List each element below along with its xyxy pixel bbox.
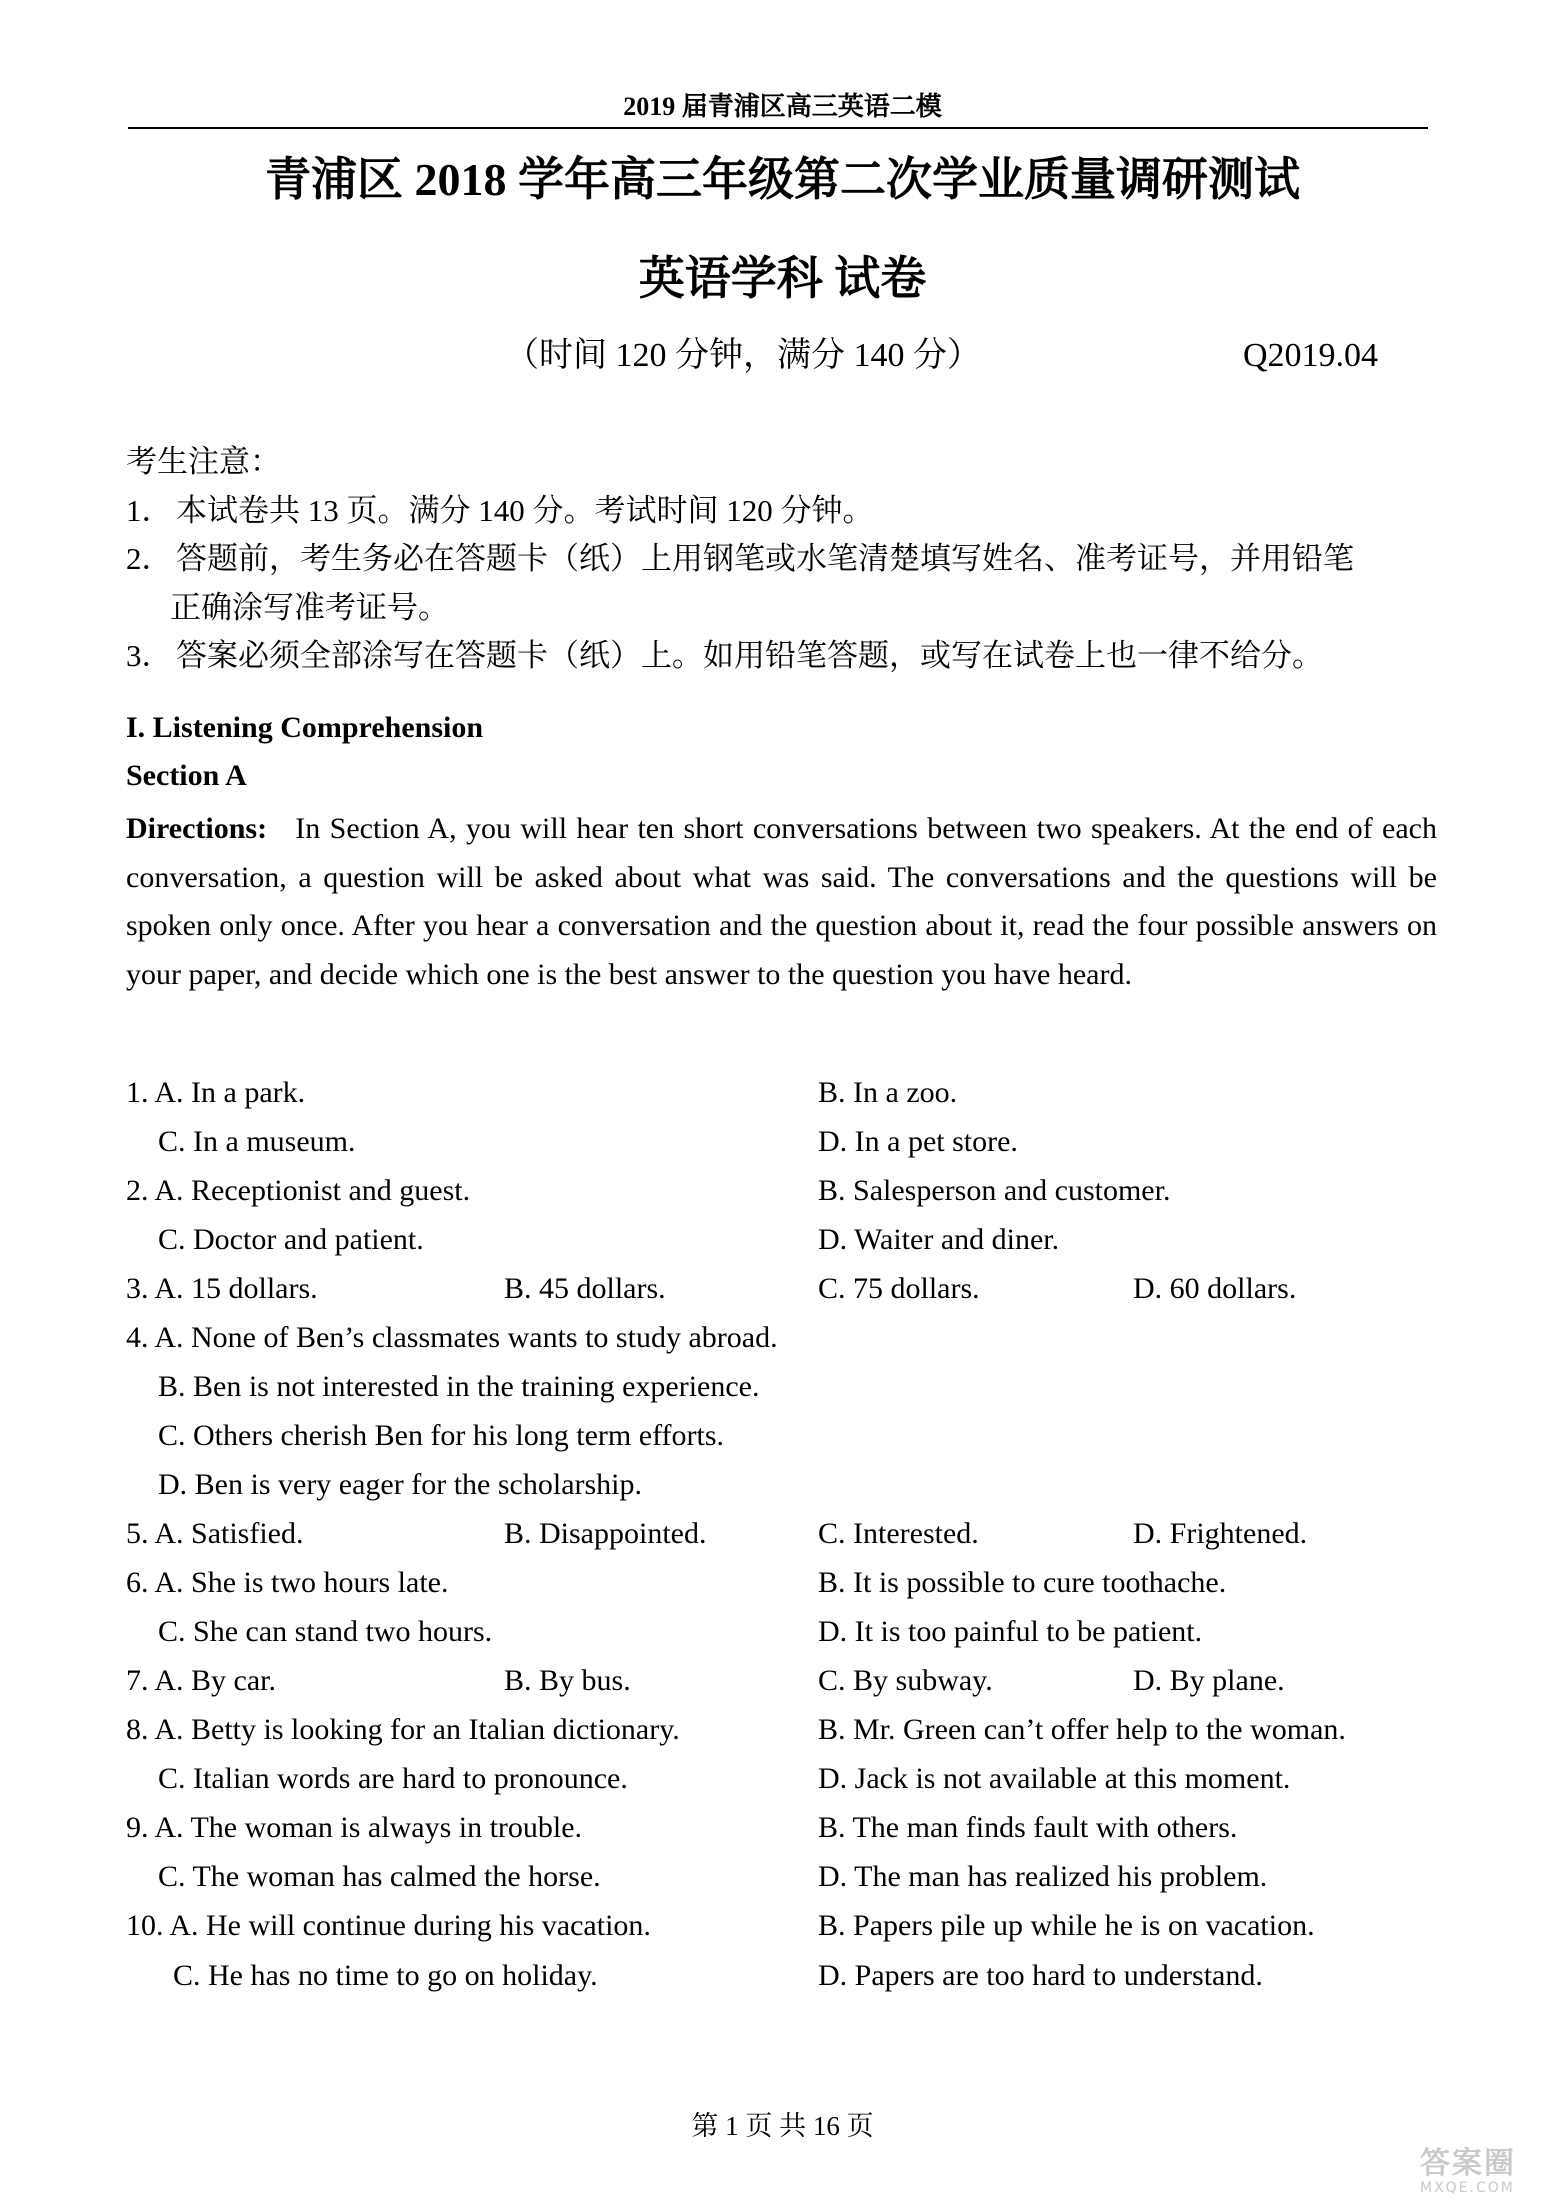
notice-text: 答案必须全部涂写在答题卡（纸）上。如用铅笔答题，或写在试卷上也一律不给分。 — [176, 638, 1323, 673]
option-d: D. Frightened. — [1133, 1517, 1308, 1550]
subject-title: 英语学科 试卷 — [638, 253, 927, 304]
option-c: C. Doctor and patient. — [158, 1223, 424, 1256]
watermark-url: MXQE.COM — [1420, 2180, 1515, 2196]
time-note: （时间 120 分钟，满分 140 分） — [505, 337, 981, 374]
option-c: C. In a museum. — [158, 1125, 356, 1158]
option-a: 3. A. 15 dollars. — [126, 1272, 318, 1305]
option-b: B. Salesperson and customer. — [818, 1174, 1171, 1207]
option-b: B. Disappointed. — [504, 1517, 707, 1550]
notice-text: 答题前，考生务必在答题卡（纸）上用钢笔或水笔清楚填写姓名、准考证号，并用铅笔 — [176, 541, 1354, 576]
option-b: B. Mr. Green can’t offer help to the woman. — [818, 1713, 1346, 1746]
option-b: B. In a zoo. — [818, 1076, 958, 1109]
notice-item — [126, 636, 1446, 676]
option-b: B. Ben is not interested in the training experience. — [158, 1370, 760, 1403]
notice-number: 3． — [126, 638, 173, 673]
option-a: 10. A. He will continue during his vacation. — [126, 1909, 651, 1942]
option-b: B. By bus. — [504, 1664, 631, 1697]
option-a: 4. A. None of Ben’s classmates wants to study abroad. — [126, 1321, 778, 1354]
option-d: D. It is too painful to be patient. — [818, 1615, 1203, 1648]
option-a: 7. A. By car. — [126, 1664, 276, 1697]
running-title: 2019 届青浦区高三英语二模 — [623, 92, 942, 121]
option-a: 9. A. The woman is always in trouble. — [126, 1811, 583, 1844]
option-c: C. He has no time to go on holiday. — [173, 1959, 598, 1992]
notice-item — [126, 491, 1446, 531]
option-c: C. Italian words are hard to pronounce. — [158, 1762, 628, 1795]
watermark-logo — [1420, 2148, 1550, 2198]
notice-continuation: 正确涂写准考证号。 — [170, 590, 449, 625]
option-c: C. Interested. — [818, 1517, 979, 1550]
option-d: D. Jack is not available at this moment. — [818, 1762, 1291, 1795]
option-b: B. 45 dollars. — [504, 1272, 666, 1305]
option-b: B. It is possible to cure toothache. — [818, 1566, 1227, 1599]
option-c: C. Others cherish Ben for his long term efforts. — [158, 1419, 725, 1452]
option-c: C. 75 dollars. — [818, 1272, 980, 1305]
section-heading: Section A — [126, 759, 247, 792]
option-d: D. Papers are too hard to understand. — [818, 1959, 1263, 1992]
option-c: C. She can stand two hours. — [158, 1615, 493, 1648]
option-b: B. The man finds fault with others. — [818, 1811, 1238, 1844]
option-d: D. Ben is very eager for the scholarship. — [158, 1468, 643, 1501]
notice-number: 2． — [126, 541, 173, 576]
option-c: C. By subway. — [818, 1664, 993, 1697]
option-d: D. The man has realized his problem. — [818, 1860, 1268, 1893]
notice-heading: 考生注意： — [126, 444, 281, 479]
option-d: D. In a pet store. — [818, 1125, 1018, 1158]
option-d: D. By plane. — [1133, 1664, 1285, 1697]
notice-item — [126, 539, 1446, 579]
option-d: D. Waiter and diner. — [818, 1223, 1060, 1256]
paper-code: Q2019.04 — [1243, 337, 1379, 374]
exam-title: 青浦区 2018 学年高三年级第二次学业质量调研测试 — [265, 154, 1300, 205]
option-c: C. The woman has calmed the horse. — [158, 1860, 601, 1893]
part-heading: I. Listening Comprehension — [126, 711, 484, 744]
watermark-text: 答案圈 — [1420, 2146, 1516, 2181]
page-number: 第 1 页 共 16 页 — [691, 2111, 874, 2141]
option-b: B. Papers pile up while he is on vacation. — [818, 1909, 1315, 1942]
notice-number: 1． — [126, 493, 173, 528]
option-a: 8. A. Betty is looking for an Italian dictionary. — [126, 1713, 680, 1746]
directions-label: Directions: — [126, 812, 268, 845]
option-a: 5. A. Satisfied. — [126, 1517, 304, 1550]
directions-text: In Section A, you will hear ten short conversations between two speakers. At the end of each conversation, a question will be asked about what was said. The conversations and the questions will be spoken only once. After you hear a conversation and the question about it, read the four possible answers on your paper, and decide which one is the best answer to the question you have heard. — [126, 812, 1438, 991]
option-a: 2. A. Receptionist and guest. — [126, 1174, 471, 1207]
option-a: 6. A. She is two hours late. — [126, 1566, 449, 1599]
directions-paragraph — [126, 805, 1437, 999]
notice-text: 本试卷共 13 页。满分 140 分。考试时间 120 分钟。 — [176, 493, 874, 528]
option-a: 1. A. In a park. — [126, 1076, 306, 1109]
option-d: D. 60 dollars. — [1133, 1272, 1297, 1305]
header-divider — [128, 127, 1428, 129]
